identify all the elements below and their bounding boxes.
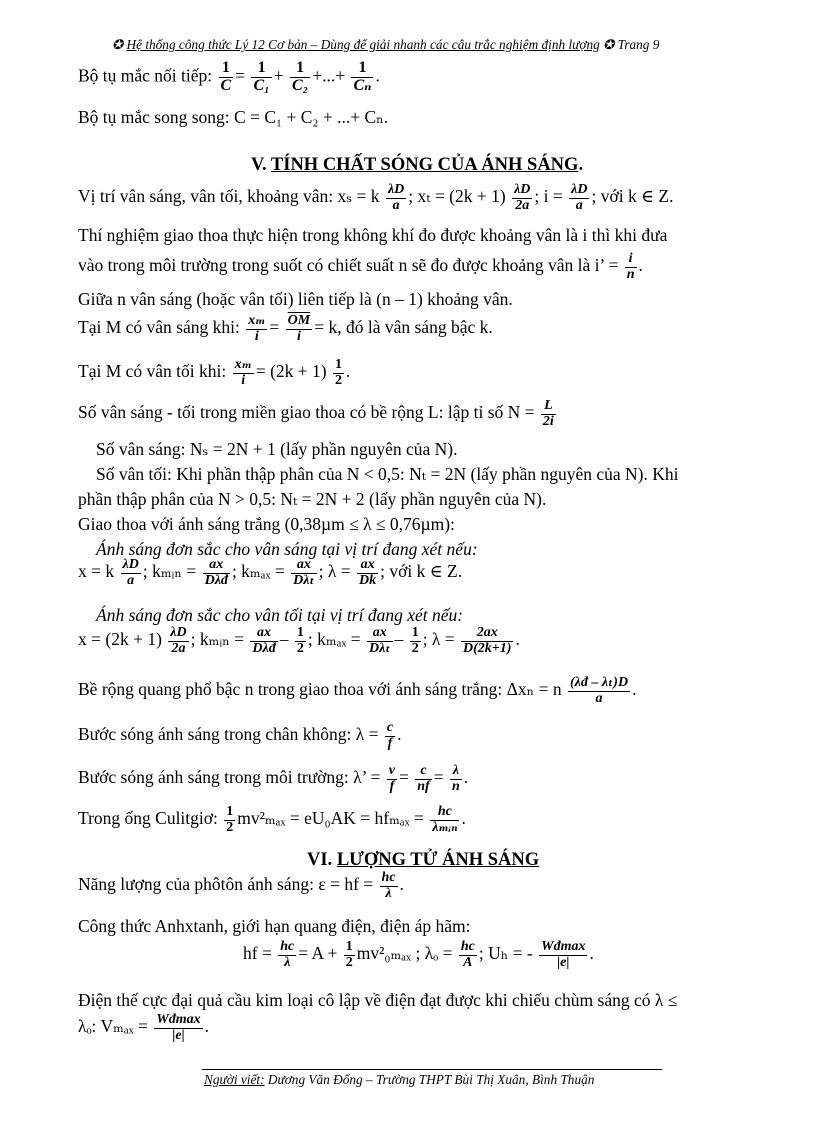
fraction: $\frac{1}{2}$	[345, 939, 353, 970]
text-line: Giữa n vân sáng (hoặc vân tối) liên tiếp là (n – 1) khoảng vân.	[78, 289, 513, 309]
capacitor-series-line: Bộ tụ mắc nối tiếp: $\frac{1}{C}$ = $\frac{1}{\text{C₁}}$ + $\frac{1}{\text{C₂}}$ +...+ $\frac{1}{\text{Cₙ}}$ .	[78, 59, 380, 94]
text-line: x = (2k + 1) $\frac{\lambda D}{2a}$ ; kₘᵢₙ = $\frac{ax}{\text{Dλđ}}$ – $\frac{1}{2}$ ; kₘₐₓ = $\frac{ax}{\text{Dλₜ}}$ – $\frac{1}{2}$ ; λ = $\frac{2ax}{D(2k+1)}$ .	[78, 625, 520, 656]
fraction: $\frac{ax}{\text{Dλđ}}$	[204, 557, 228, 588]
fraction: $\frac{\lambda D}{a}$	[387, 182, 405, 213]
fraction: $\frac{ax}{\text{Dλₜ}}$	[293, 557, 315, 588]
header-logo-icon: ✪	[603, 37, 615, 52]
text-line: Bước sóng ánh sáng trong môi trường: λ’ = $\frac{v}{f}$ = $\frac{c}{nf}$ = $\frac{\lambda}{n}$ .	[78, 763, 469, 794]
text-line: Ánh sáng đơn sắc cho vân sáng tại vị trí đang xét nếu:	[96, 539, 478, 559]
fraction: $\frac{\text{xₘ}}{i}$	[248, 313, 266, 344]
fraction: $\frac{1}{2}$	[226, 804, 234, 835]
text-line: vào trong môi trường trong suốt có chiết suất n sẽ đo được khoảng vân là i’ = $\frac{i}{n}$ .	[78, 251, 643, 282]
fraction: $\frac{L}{2i}$	[542, 398, 554, 429]
fringe-position-line: Vị trí vân sáng, vân tối, khoảng vân: xₛ = k $\frac{\lambda D}{a}$ ; xₜ = (2k + 1) $\frac{\lambda D}{2a}$ ; i = $\frac{\lambda D}{a}$ ; với k ∈ Z.	[78, 182, 674, 213]
fraction: $\frac{1}{\text{C₁}}$	[253, 59, 270, 94]
fraction: $\frac{hc}{\lambda}$	[280, 939, 295, 970]
fraction: $\frac{1}{2}$	[334, 357, 342, 388]
fraction: $\frac{i}{n}$	[626, 251, 635, 282]
text-line: Thí nghiệm giao thoa thực hiện trong không khí đo được khoảng vân là i thì khi đưa	[78, 225, 668, 245]
fraction: $\frac{\text{xₘ}}{i}$	[234, 357, 252, 388]
fraction: $\frac{c}{nf}$	[417, 763, 430, 794]
footer-label: Người viết:	[204, 1072, 265, 1087]
header-logo-icon: ✪	[112, 37, 124, 52]
footer-author: Dương Văn Đổng – Trường THPT Bùi Thị Xuân, Bình Thuận	[267, 1072, 595, 1087]
page-header	[112, 37, 752, 53]
text-line: Bề rộng quang phổ bậc n trong giao thoa với ánh sáng trắng: Δxₙ = n $\frac{\text{(λđ – λₜ)D}}{a}$ .	[78, 675, 637, 706]
text-line: Số vân tối: Khi phần thập phân của N < 0,5: Nₜ = 2N (lấy phần nguyên của N). Khi	[96, 464, 679, 484]
capacitor-parallel-line: Bộ tụ mắc song song: C = C₁ + C₂ + ...+ Cₙ.	[78, 107, 389, 127]
text-line: Số vân sáng: Nₛ = 2N + 1 (lấy phần nguyên của N).	[96, 439, 458, 459]
fraction: $\frac{\lambda D}{a}$	[122, 557, 139, 588]
header-title: Hệ thống công thức Lý 12 Cơ bản – Dùng để giải nhanh các câu trắc nghiệm định lượng	[126, 37, 600, 52]
text-line: Ánh sáng đơn sắc cho vân tối tại vị trí đang xét nếu:	[96, 605, 464, 625]
fraction: $\frac{hc}{\text{λₘᵢₙ}}$	[432, 804, 458, 835]
fraction: $\frac{hc}{A}$	[460, 939, 475, 970]
text-line: x = k $\frac{\lambda D}{a}$ ; kₘᵢₙ = $\frac{ax}{\text{Dλđ}}$ ; kₘₐₓ = $\frac{ax}{\text{Dλₜ}}$ ; λ = $\frac{ax}{Dk}$ ; với k ∈ Z.	[78, 557, 463, 588]
fraction: $\frac{c}{f}$	[386, 720, 394, 751]
text-line: Điện thế cực đại quả cầu kim loại cô lập về điện đạt được khi chiếu chùm sáng có λ ≤	[78, 990, 678, 1010]
section-title: VI. LƯỢNG TỬ ÁNH SÁNG	[307, 850, 540, 870]
fraction: $\frac{ax}{\text{Dλđ}}$	[252, 625, 276, 656]
text-line: Số vân sáng - tối trong miền giao thoa có bề rộng L: lập tỉ số N = $\frac{L}{2i}$	[78, 398, 554, 429]
fraction: $\frac{\lambda D}{2a}$	[170, 625, 187, 656]
fraction: $\frac{1}{2}$	[296, 625, 304, 656]
text-line: Tại M có vân tối khi: $\frac{\text{xₘ}}{i}$ = (2k + 1) $\frac{1}{2}$ .	[78, 357, 351, 388]
fraction: $\frac{Wđ\max}{|e|}$	[541, 939, 586, 970]
fraction: $\frac{v}{f}$	[388, 763, 396, 794]
text-line: Trong ống Culitgiơ: $\frac{1}{2}$ mv²ₘₐₓ = eU₀AK = hfₘₐₓ = $\frac{hc}{\text{λₘᵢₙ}}$ .	[78, 804, 466, 835]
fraction: $\frac{\overline{OM}}{i}$	[287, 313, 311, 344]
fraction: $\frac{\lambda D}{a}$	[571, 182, 588, 213]
fraction: $\frac{hc}{\lambda}$	[381, 870, 396, 901]
fraction: $\frac{\text{(λđ – λₜ)D}}{a}$	[570, 675, 629, 706]
fraction: $\frac{Wđ\max}{|e|}$	[156, 1012, 201, 1043]
fraction: $\frac{\lambda D}{2a}$	[514, 182, 531, 213]
fraction: $\frac{1}{2}$	[411, 625, 419, 656]
fraction: $\frac{\lambda}{n}$	[451, 763, 460, 794]
fraction: $\frac{1}{\text{Cₙ}}$	[353, 59, 372, 94]
text-line: Giao thoa với ánh sáng trắng (0,38µm ≤ λ ≤ 0,76µm):	[78, 514, 455, 534]
text-line: hf = $\frac{hc}{\lambda}$ = A + $\frac{1}{2}$ mv²₀ₘₐₓ ; λₒ = $\frac{hc}{A}$ ; Uₕ = - $\frac{Wđ\max}{|e|}$ .	[243, 939, 594, 970]
fraction: $\frac{ax}{\text{Dλₜ}}$	[369, 625, 391, 656]
text-line: phần thập phân của N > 0,5: Nₜ = 2N + 2 (lấy phần nguyên của N).	[78, 489, 547, 509]
section-title: V. TÍNH CHẤT SÓNG CỦA ÁNH SÁNG.	[251, 155, 584, 175]
text-line: Công thức Anhxtanh, giới hạn quang điện, điện áp hãm:	[78, 916, 471, 936]
text-line: Bước sóng ánh sáng trong chân không: λ = $\frac{c}{f}$ .	[78, 720, 402, 751]
fraction: $\frac{1}{\text{C₂}}$	[291, 59, 309, 94]
text-line: Tại M có vân sáng khi: $\frac{\text{xₘ}}{i}$ = $\frac{\overline{OM}}{i}$ = k, đó là vân sáng bậc k.	[78, 313, 493, 344]
footer-divider	[202, 1069, 662, 1070]
fraction: $\frac{2ax}{D(2k+1)}$	[463, 625, 512, 656]
fraction: $\frac{1}{C}$	[220, 59, 232, 94]
page-footer	[204, 1072, 594, 1088]
text-line: λₒ: Vₘₐₓ = $\frac{Wđ\max}{|e|}$ .	[78, 1012, 210, 1043]
fraction: $\frac{ax}{Dk}$	[359, 557, 377, 588]
page-number: Trang 9	[617, 37, 660, 52]
text-line: Năng lượng của phôtôn ánh sáng: ε = hf = $\frac{hc}{\lambda}$ .	[78, 870, 404, 901]
